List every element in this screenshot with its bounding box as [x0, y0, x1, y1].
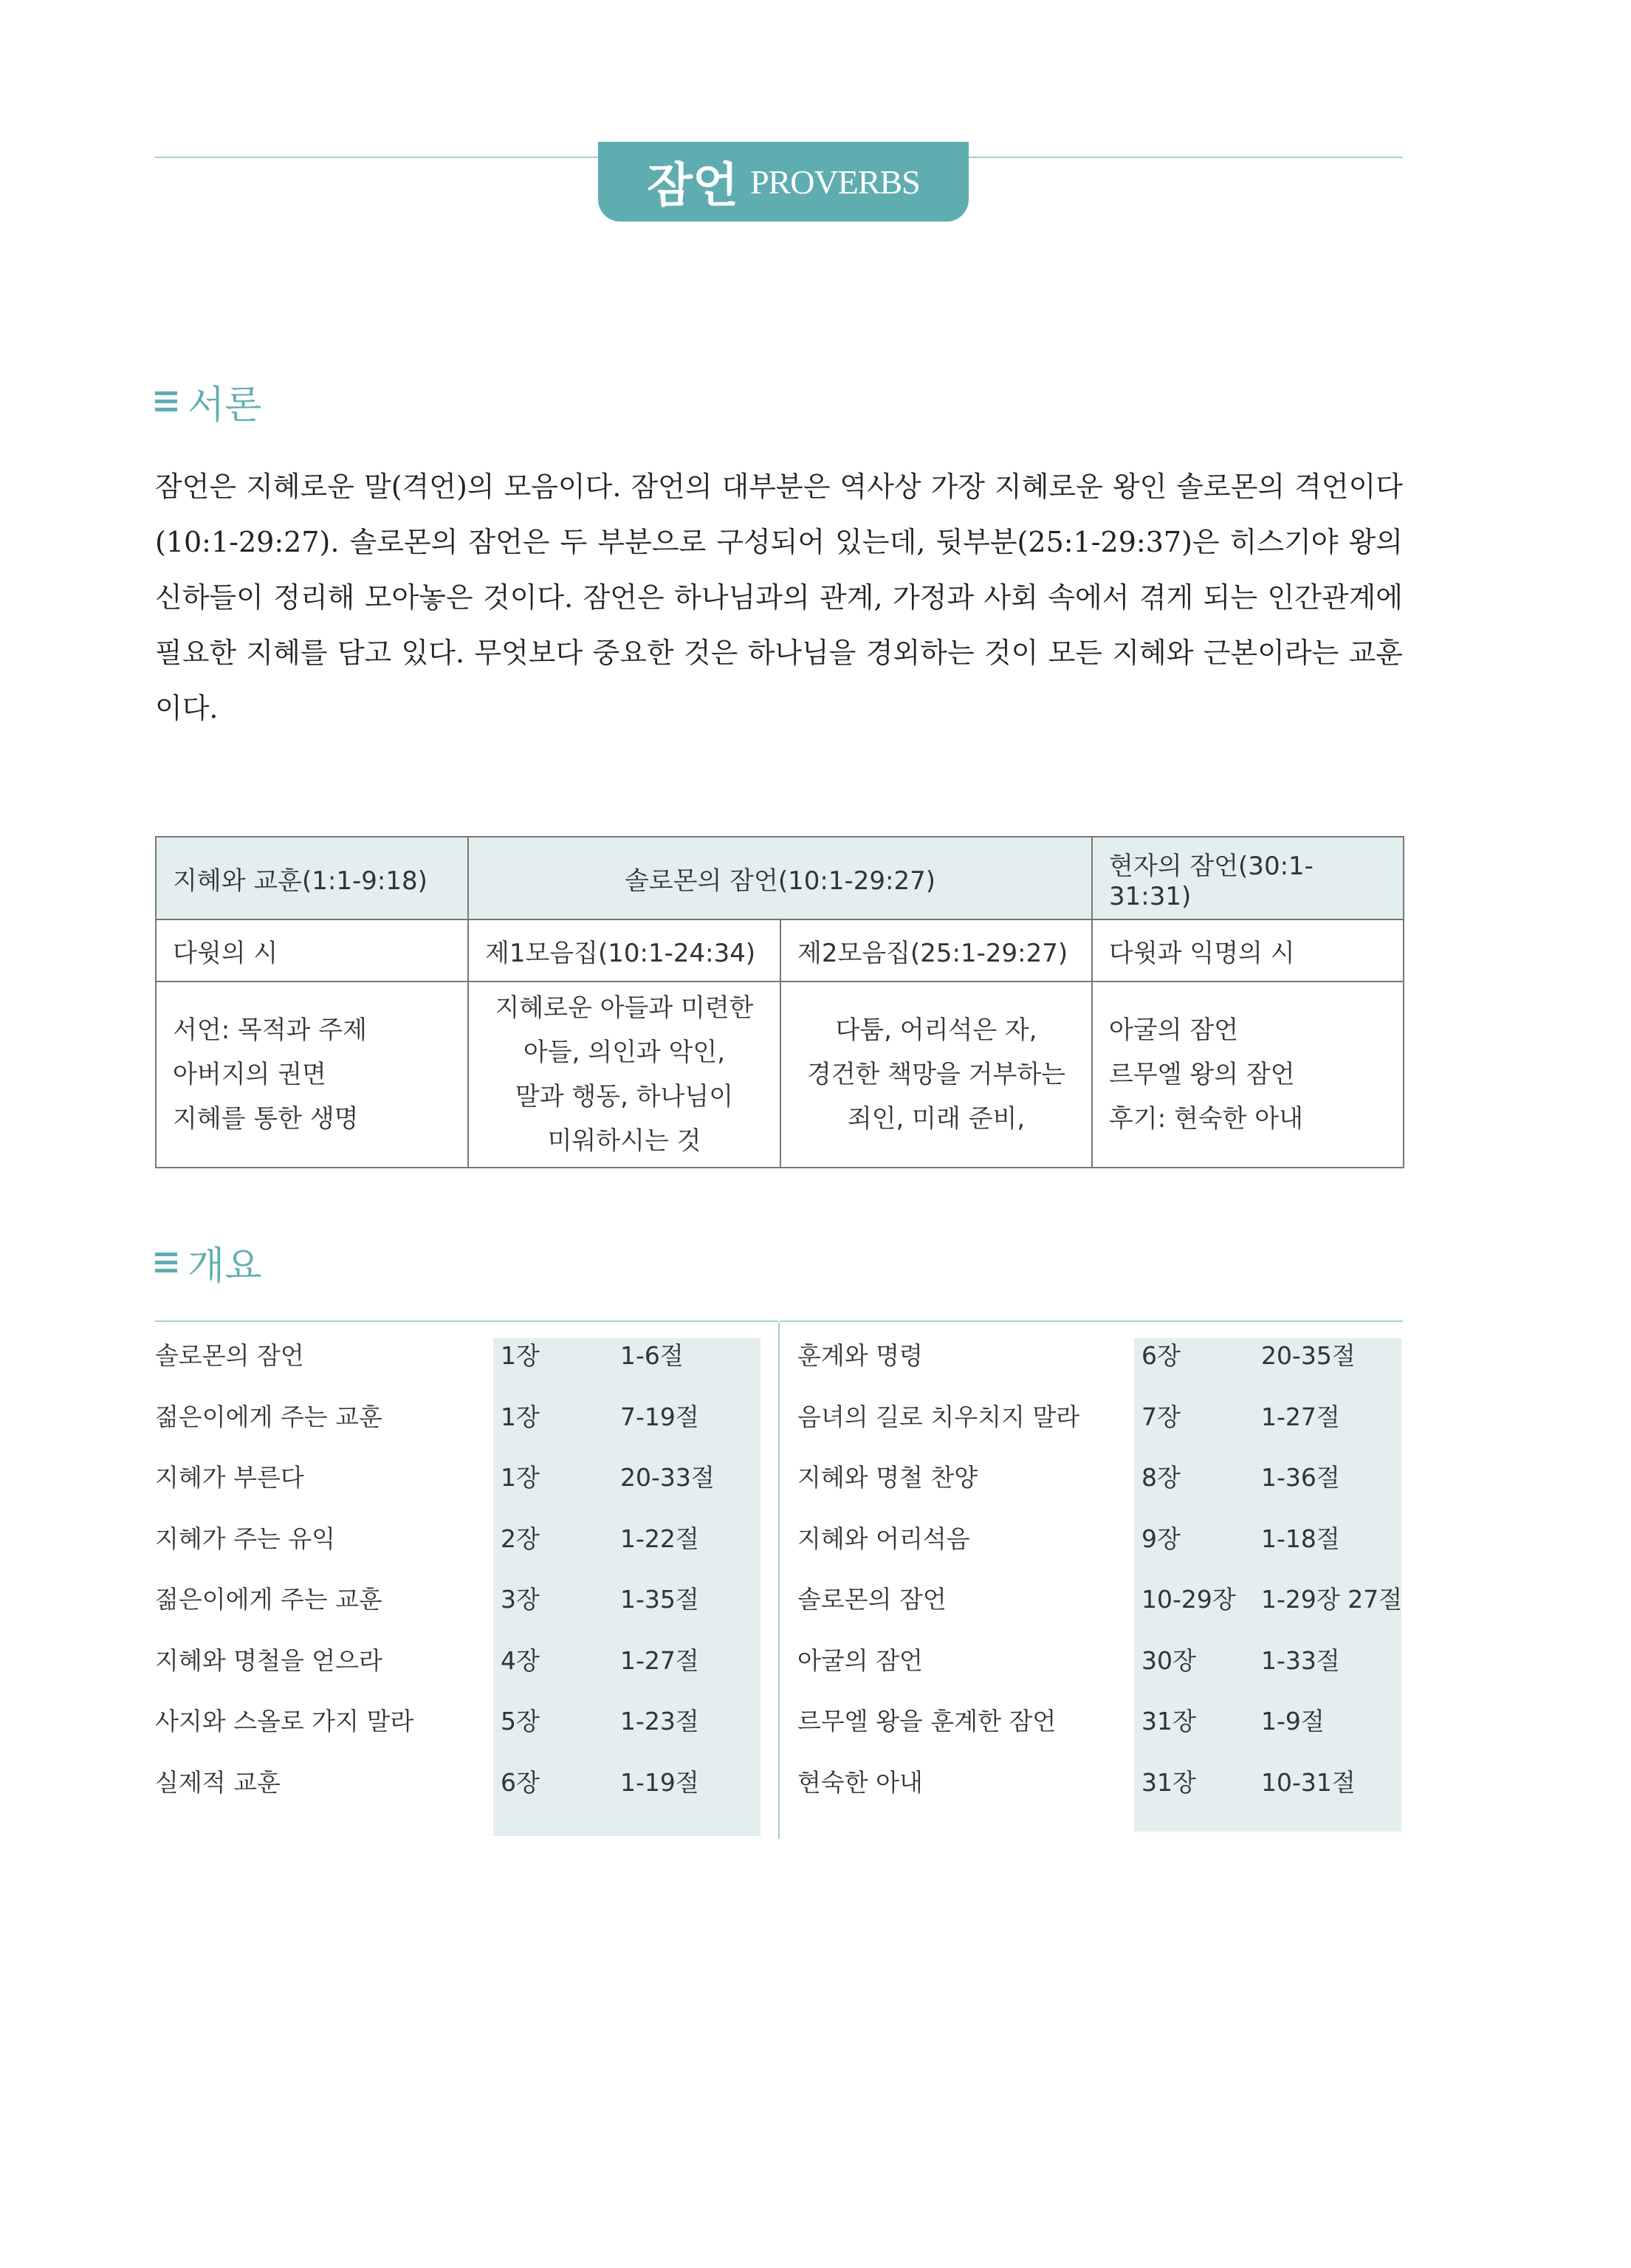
- outline-verses: 10-31절: [1261, 1767, 1356, 1797]
- summary-line: 경건한 책망을 거부하는: [806, 1060, 1066, 1089]
- summary-line: 말과 행동, 하나님이: [515, 1082, 734, 1111]
- outline-verses: 1-23절: [620, 1707, 699, 1736]
- summary-subheader-cell: 제2모음집(25:1-29:27): [780, 919, 1092, 981]
- summary-header-cell: 현자의 잠언(30:1-31:31): [1092, 837, 1404, 919]
- outline-chapter: 31장: [1141, 1707, 1196, 1736]
- menu-lines-icon: [155, 1253, 177, 1272]
- summary-header-cell: 지혜와 교훈(1:1-9:18): [156, 837, 468, 919]
- outline-title: 음녀의 길로 치우치지 말라: [797, 1402, 1080, 1431]
- summary-line: 아버지의 권면: [173, 1060, 326, 1089]
- outline-title: 지혜와 명철을 얻으라: [155, 1645, 382, 1675]
- summary-line: 미워하시는 것: [547, 1126, 701, 1156]
- summary-body-cell: [156, 981, 468, 1168]
- outline-title: 지혜가 주는 유익: [155, 1524, 336, 1553]
- outline-title: 젊은이에게 주는 교훈: [155, 1585, 382, 1614]
- outline-chapter: 1장: [501, 1341, 540, 1370]
- introduction-heading-label: 서론: [188, 383, 262, 428]
- outline-verses: 1-9절: [1261, 1707, 1325, 1736]
- introduction-heading: [155, 374, 261, 429]
- outline-rule-left: [155, 1320, 778, 1322]
- outline-title: 사지와 스올로 가지 말라: [155, 1707, 414, 1736]
- summary-body-cell: [1092, 981, 1404, 1168]
- summary-header-cell: 솔로몬의 잠언(10:1-29:27): [468, 837, 1092, 919]
- outline-verses: 1-36절: [1261, 1463, 1340, 1492]
- summary-line: 후기: 현숙한 아내: [1109, 1104, 1303, 1134]
- summary-line: 아들, 의인과 악인,: [523, 1038, 726, 1067]
- outline-verses: 20-33절: [620, 1463, 715, 1492]
- summary-body-cell: [780, 981, 1092, 1168]
- outline-title: 르무엘 왕을 훈계한 잠언: [797, 1707, 1057, 1736]
- outline-chapter: 3장: [501, 1585, 540, 1614]
- outline-chapter: 8장: [1141, 1463, 1181, 1492]
- book-title-badge: [598, 142, 969, 222]
- outline-chapter: 7장: [1141, 1402, 1181, 1431]
- outline-list-left: [155, 1337, 768, 1824]
- summary-subheader-cell: 다윗과 익명의 시: [1092, 919, 1404, 981]
- summary-line: 서언: 목적과 주제: [173, 1015, 367, 1045]
- outline-row: [155, 1398, 768, 1459]
- outline-row: [155, 1764, 768, 1825]
- outline-row: [155, 1337, 768, 1398]
- outline-chapter: 1장: [501, 1463, 540, 1492]
- summary-line: 르무엘 왕의 잠언: [1109, 1060, 1295, 1089]
- outline-title: 현숙한 아내: [797, 1767, 923, 1797]
- summary-header-row: [156, 837, 1404, 919]
- outline-verses: 20-35절: [1261, 1341, 1356, 1370]
- outline-title: 지혜가 부른다: [155, 1463, 304, 1492]
- outline-row: [155, 1459, 768, 1520]
- outline-chapter: 6장: [1141, 1341, 1181, 1370]
- outline-verses: 1-27절: [1261, 1402, 1340, 1431]
- outline-verses: 1-35절: [620, 1585, 699, 1614]
- outline-row: [797, 1764, 1401, 1825]
- outline-row: [797, 1702, 1401, 1764]
- outline-chapter: 10-29장: [1141, 1585, 1236, 1614]
- outline-verses: 1-27절: [620, 1645, 699, 1675]
- outline-column-divider: [778, 1322, 780, 1839]
- outline-list-right: [797, 1337, 1401, 1824]
- summary-subheader-row: [156, 919, 1404, 981]
- outline-row: [797, 1398, 1401, 1459]
- outline-rule-right: [780, 1320, 1403, 1322]
- book-title-korean: 잠언: [647, 159, 738, 213]
- outline-title: 지혜와 어리석음: [797, 1524, 970, 1553]
- outline-title: 실제적 교훈: [155, 1767, 281, 1797]
- outline-row: [797, 1520, 1401, 1581]
- outline-chapter: 1장: [501, 1402, 540, 1431]
- outline-chapter: 2장: [501, 1524, 540, 1553]
- summary-body-row: [156, 981, 1404, 1168]
- summary-line: 다툼, 어리석은 자,: [835, 1015, 1037, 1045]
- outline-row: [797, 1642, 1401, 1703]
- outline-chapter: 5장: [501, 1707, 540, 1736]
- outline-title: 솔로몬의 잠언: [797, 1585, 947, 1614]
- outline-title: 훈계와 명령: [797, 1341, 923, 1370]
- outline-row: [155, 1520, 768, 1581]
- outline-row: [797, 1459, 1401, 1520]
- outline-chapter: 30장: [1141, 1645, 1196, 1675]
- outline-chapter: 6장: [501, 1767, 540, 1797]
- outline-verses: 1-29장 27절: [1261, 1585, 1403, 1614]
- outline-title: 젊은이에게 주는 교훈: [155, 1402, 382, 1431]
- outline-row: [155, 1702, 768, 1764]
- summary-line: 지혜로운 아들과 미련한: [495, 993, 754, 1023]
- outline-title: 지혜와 명철 찬양: [797, 1463, 978, 1492]
- outline-verses: 1-19절: [620, 1767, 699, 1797]
- outline-verses: 1-6절: [620, 1341, 684, 1370]
- outline-row: [797, 1580, 1401, 1642]
- summary-line: 아굴의 잠언: [1109, 1015, 1239, 1045]
- outline-chapter: 4장: [501, 1645, 540, 1675]
- menu-lines-icon: [155, 391, 177, 411]
- outline-verses: 1-18절: [1261, 1524, 1340, 1553]
- outline-verses: 1-22절: [620, 1524, 699, 1553]
- introduction-body: 잠언은 지혜로운 말(격언)의 모음이다. 잠언의 대부분은 역사상 가장 지혜로운 왕인 솔로몬의 격언이다(10:1-29:27). 솔로몬의 잠언은 두 부분으로 구성되어 있는데, 뒷부분(25:1-29:37)은 히스기야 왕의 신하들이 정리해 모아놓은 것이다. 잠언은 하나님과의 관계, 가정과 사회 속에서 겪게 되는 인간관계에 필요한 지혜를 담고 있다. 무엇보다 중요한 것은 하나님을 경외하는 것이 모든 지혜와 근본이라는 교훈이다.: [155, 470, 1403, 724]
- outline-heading-label: 개요: [188, 1244, 262, 1289]
- summary-table: [155, 836, 1404, 1168]
- outline-row: [155, 1580, 768, 1642]
- outline-chapter: 31장: [1141, 1767, 1196, 1797]
- outline-verses: 1-33절: [1261, 1645, 1340, 1675]
- outline-verses: 7-19절: [620, 1402, 699, 1431]
- outline-heading: [155, 1235, 261, 1290]
- summary-line: 지혜를 통한 생명: [173, 1104, 359, 1134]
- outline-chapter: 9장: [1141, 1524, 1181, 1553]
- summary-subheader-cell: 제1모음집(10:1-24:34): [468, 919, 780, 981]
- outline-row: [797, 1337, 1401, 1398]
- summary-subheader-cell: 다윗의 시: [156, 919, 468, 981]
- book-title-english: PROVERBS: [749, 162, 920, 201]
- outline-title: 아굴의 잠언: [797, 1645, 923, 1675]
- summary-body-cell: [468, 981, 780, 1168]
- outline-title: 솔로몬의 잠언: [155, 1341, 304, 1370]
- outline-row: [155, 1642, 768, 1703]
- summary-line: 죄인, 미래 준비,: [847, 1104, 1026, 1134]
